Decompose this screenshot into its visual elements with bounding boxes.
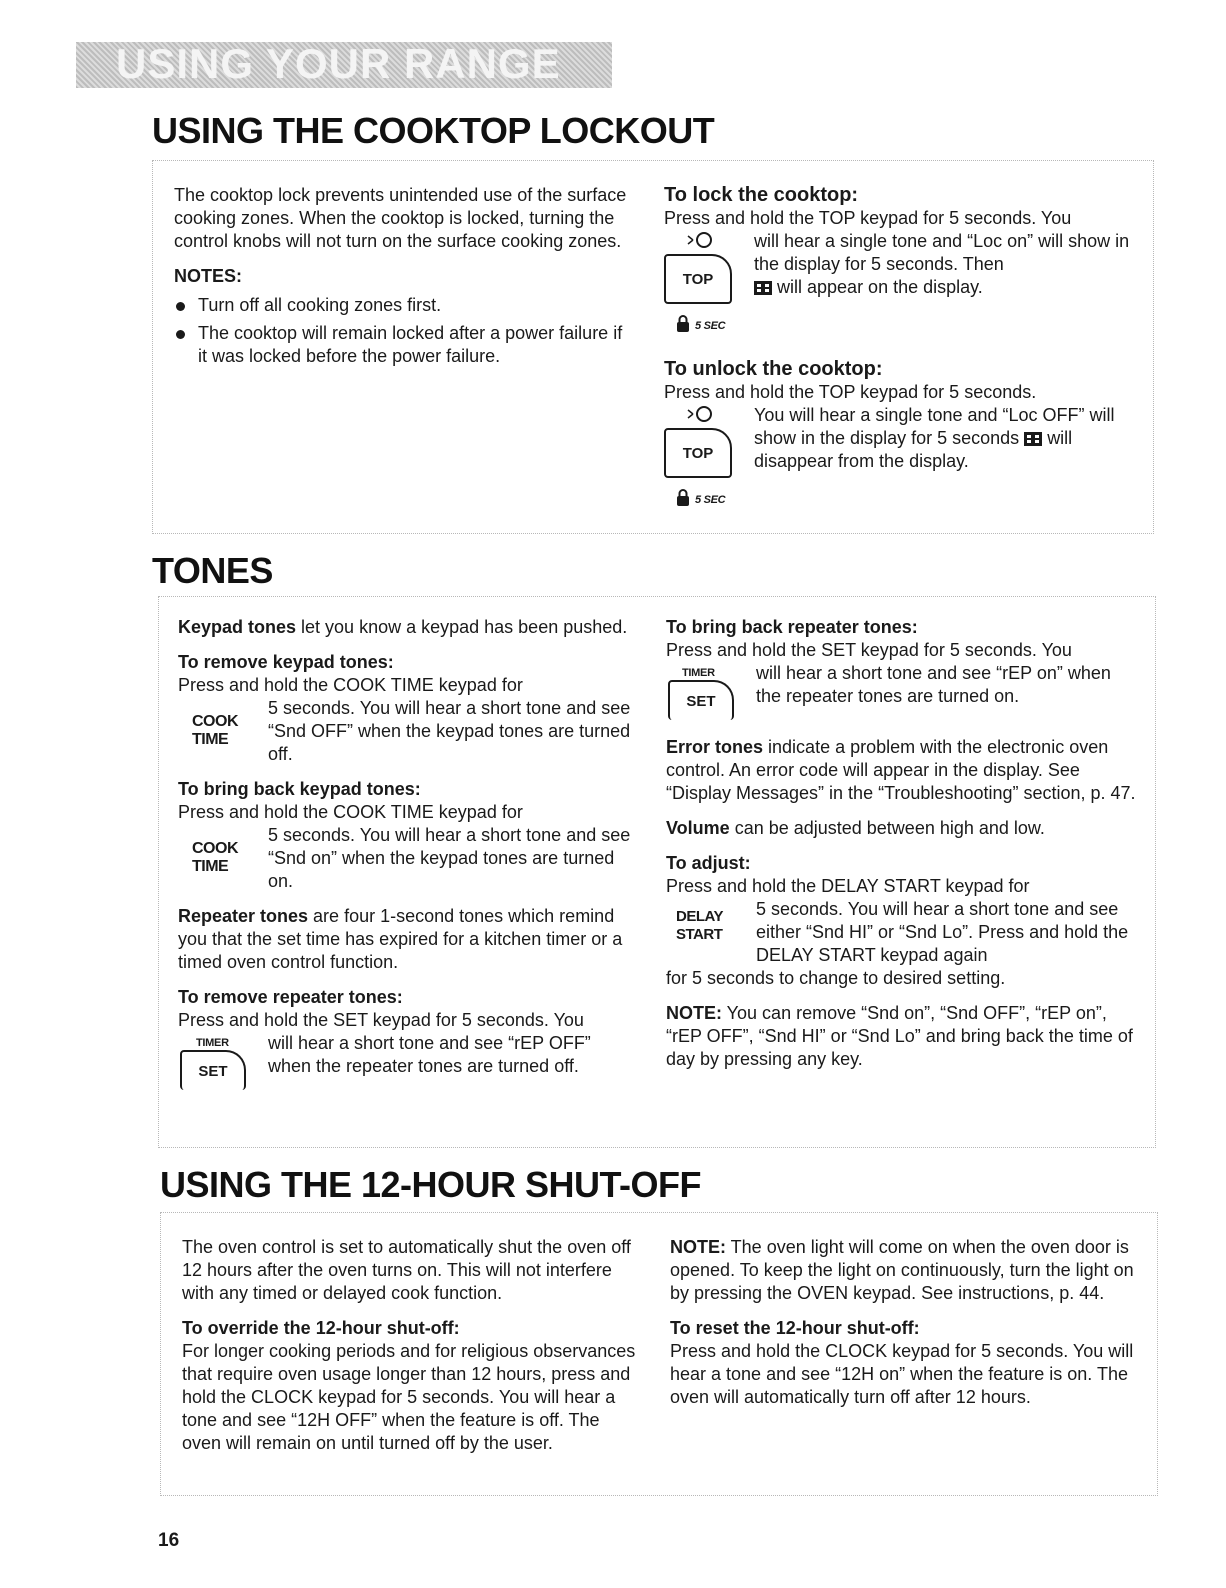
override-text: For longer cooking periods and for religious observances that require oven usage longer than 12 hours, press and hold the CLOCK keypad for 5 seconds. You will hear a tone and see “12H OFF” when the feature is off. The oven will remain on until turned off by the user. xyxy=(182,1341,636,1453)
lock-line1: Press and hold the TOP keypad for 5 seconds. You xyxy=(664,208,1072,228)
shutoff-note-lead: NOTE: xyxy=(670,1237,726,1257)
error-tones-text: indicate a problem with the electronic oven control. An error code will appear in the display. See “Display Messages” in the “Troubleshooting” section, p. 47. xyxy=(666,737,1136,803)
remove-repeater-line1: Press and hold the SET keypad for 5 seconds. You xyxy=(178,1010,584,1030)
timer-label: TIMER xyxy=(682,667,715,679)
section-banner xyxy=(76,42,612,88)
adjust-end: for 5 seconds to change to desired setting. xyxy=(666,968,1006,988)
cook-time-keypad-icon xyxy=(178,697,268,766)
lock-timer xyxy=(676,312,725,338)
set-keypad-figure xyxy=(666,662,756,724)
keypad-tones-lead: Keypad tones xyxy=(178,617,297,637)
back-repeater-heading: To bring back repeater tones: xyxy=(666,617,918,637)
remove-repeater-rest: will hear a short tone and see “rEP OFF” when the repeater tones are turned off. xyxy=(268,1033,591,1076)
error-tones-para xyxy=(666,736,1136,805)
lock-end: will appear on the display. xyxy=(777,277,983,297)
unlock-text-block xyxy=(754,404,1134,512)
delay-label: DELAY xyxy=(676,908,723,925)
lockout-intro: The cooktop lock prevents unintended use of the surface cooking zones. When the cooktop is locked, turning the control knobs will not turn on the surface cooking zones. xyxy=(174,185,627,251)
shutoff-intro: The oven control is set to automatically shut the oven off 12 hours after the oven turns on. This will not interfere with any timed or delayed cook function. xyxy=(182,1237,631,1303)
lockout-left-col xyxy=(174,184,634,373)
remove-repeater-heading: To remove repeater tones: xyxy=(178,987,403,1007)
sec-label: 5 SEC xyxy=(695,494,726,506)
set-keypad-icon xyxy=(180,1050,246,1090)
top-keypad-figure xyxy=(664,230,754,338)
cook-time-keypad-icon xyxy=(178,824,268,893)
volume-lead: Volume xyxy=(666,818,730,838)
back-repeater-rest: will hear a short tone and see “rEP on” when the repeater tones are turned on. xyxy=(756,663,1111,706)
back-keypad-line1: Press and hold the COOK TIME keypad for xyxy=(178,802,523,822)
tones-left-col xyxy=(178,616,638,1092)
shutoff-note-text: The oven light will come on when the oven door is opened. To keep the light on continuously, turn the light on by pressing the OVEN keypad. See instructions, p. 44. xyxy=(670,1237,1134,1303)
volume-text: can be adjusted between high and low. xyxy=(729,818,1045,838)
start-label: START xyxy=(676,926,723,943)
unlock-line1: Press and hold the TOP keypad for 5 seconds. xyxy=(664,382,1037,402)
unlock-timer xyxy=(676,486,725,512)
lockout-right-col xyxy=(664,184,1134,512)
volume-para xyxy=(666,817,1136,840)
time-label: TIME xyxy=(192,731,229,748)
padlock-icon xyxy=(676,489,690,507)
tones-note-lead: NOTE: xyxy=(666,1003,722,1023)
adjust-heading: To adjust: xyxy=(666,853,751,873)
cook-label: COOK xyxy=(192,713,238,730)
keypad-tones-para xyxy=(178,616,638,639)
reset-text: Press and hold the CLOCK keypad for 5 seconds. You will hear a tone and see “12H on” when the feature is on. The oven will automatically turn off after 12 hours. xyxy=(670,1341,1134,1407)
lock-display-icon xyxy=(1024,432,1042,446)
notes-heading: NOTES: xyxy=(174,266,243,286)
back-repeater-instructions xyxy=(666,662,1136,724)
lock-heading: To lock the cooktop: xyxy=(664,184,859,206)
set-keypad-icon xyxy=(668,680,734,720)
tones-title: TONES xyxy=(152,550,273,591)
top-key-label: TOP xyxy=(682,444,714,462)
note-item: The cooktop will remain locked after a power failure if it was locked before the power failure. xyxy=(174,322,634,368)
tone-icon xyxy=(684,230,714,250)
tones-note-text: You can remove “Snd on”, “Snd OFF”, “rEP on”, “rEP OFF”, “Snd HI” or “Snd Lo” and bring back the time of day by pressing any key. xyxy=(666,1003,1133,1069)
notes-list xyxy=(174,294,634,368)
lock-rest: will hear a single tone and “Loc on” will show in the display for 5 seconds. Then xyxy=(754,231,1130,274)
reset-heading: To reset the 12-hour shut-off: xyxy=(670,1318,920,1338)
top-keypad-icon xyxy=(664,254,732,304)
back-keypad-rest: 5 seconds. You will hear a short tone and see “Snd on” when the keypad tones are turned on. xyxy=(268,825,631,891)
back-repeater-line1: Press and hold the SET keypad for 5 seconds. You xyxy=(666,640,1072,660)
tones-note-para xyxy=(666,1002,1136,1071)
remove-keypad-heading: To remove keypad tones: xyxy=(178,652,394,672)
override-heading: To override the 12-hour shut-off: xyxy=(182,1318,460,1338)
page-number: 16 xyxy=(158,1530,180,1551)
time-label: TIME xyxy=(192,858,229,875)
cook-label: COOK xyxy=(192,840,238,857)
shutoff-title: USING THE 12-HOUR SHUT-OFF xyxy=(160,1164,702,1205)
remove-keypad-rest: 5 seconds. You will hear a short tone and see “Snd OFF” when the keypad tones are turned off. xyxy=(268,698,631,764)
top-keypad-icon xyxy=(664,428,732,478)
lock-instructions xyxy=(664,230,1134,338)
shutoff-note-para xyxy=(670,1236,1136,1305)
error-tones-lead: Error tones xyxy=(666,737,764,757)
repeater-tones-lead: Repeater tones xyxy=(178,906,309,926)
tone-icon xyxy=(684,404,714,424)
set-key-label: SET xyxy=(686,692,716,710)
keypad-tones-text: let you know a keypad has been pushed. xyxy=(296,617,628,637)
adjust-line1: Press and hold the DELAY START keypad for xyxy=(666,876,1030,896)
banner-text: USING YOUR RANGE xyxy=(116,42,561,87)
lockout-title: USING THE COOKTOP LOCKOUT xyxy=(152,110,715,151)
unlock-heading: To unlock the cooktop: xyxy=(664,358,883,380)
set-keypad-figure xyxy=(178,1032,268,1092)
repeater-tones-para xyxy=(178,905,638,974)
tones-right-col xyxy=(666,616,1136,1071)
padlock-icon xyxy=(676,315,690,333)
back-keypad-heading: To bring back keypad tones: xyxy=(178,779,421,799)
unlock-end: will disappear from the display. xyxy=(754,428,1073,471)
top-key-label: TOP xyxy=(682,270,714,288)
note-item: Turn off all cooking zones first. xyxy=(174,294,634,317)
unlock-instructions xyxy=(664,404,1134,512)
lock-text-block xyxy=(754,230,1134,338)
set-key-label: SET xyxy=(198,1062,228,1080)
repeater-tones-text: are four 1-second tones which remind you that the set time has expired for a kitchen timer or a timed oven control function. xyxy=(178,906,623,972)
remove-keypad-line1: Press and hold the COOK TIME keypad for xyxy=(178,675,523,695)
remove-repeater-instructions xyxy=(178,1032,638,1092)
shutoff-left-col xyxy=(182,1236,642,1455)
sec-label: 5 SEC xyxy=(695,320,726,332)
remove-keypad-instructions xyxy=(178,697,638,766)
top-keypad-figure xyxy=(664,404,754,512)
lock-display-icon xyxy=(754,281,772,295)
shutoff-right-col xyxy=(670,1236,1136,1409)
timer-label: TIMER xyxy=(196,1037,229,1049)
delay-start-keypad-icon xyxy=(666,898,756,967)
adjust-rest: 5 seconds. You will hear a short tone and see either “Snd HI” or “Snd Lo”. Press and hold the DELAY START keypad again xyxy=(756,899,1129,965)
adjust-instructions xyxy=(666,898,1136,967)
unlock-rest: You will hear a single tone and “Loc OFF” will show in the display for 5 seconds xyxy=(754,405,1115,448)
back-keypad-instructions xyxy=(178,824,638,893)
